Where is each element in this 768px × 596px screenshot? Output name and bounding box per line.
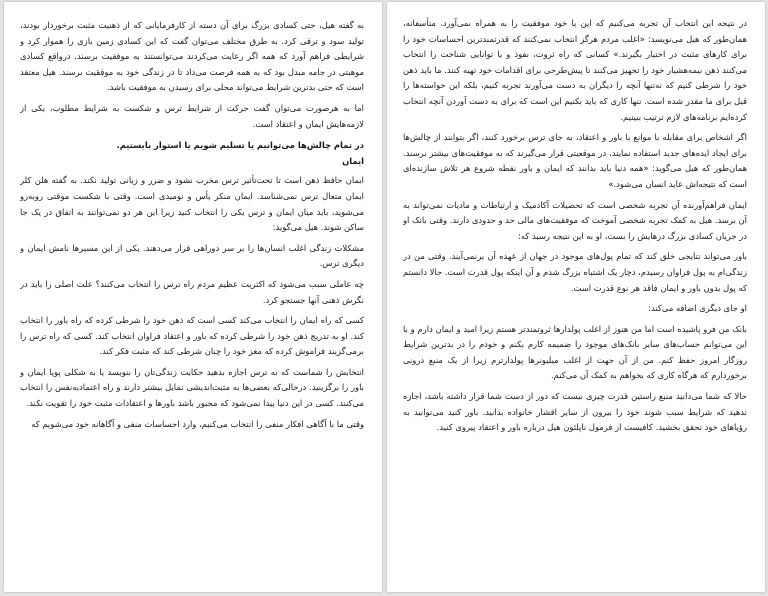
right-page bbox=[387, 2, 765, 592]
paragraph: باور می‌تواند نتایجی خلق کند که تمام پول‌های موجود در جهان از عهده آن برنمی‌آیند. وقتی من در زندگی‌ام به پول فراوان رسیدم، دچار یک اشتباه بزرگ شدم و آن اینکه پول قدرت است. حالا دانستم که پول بدون باور و ایمان فاقد هر نوع قدرت است. bbox=[403, 251, 747, 293]
left-page-text bbox=[20, 18, 364, 586]
paragraph: ایمان فراهم‌آورنده آن تجربه شخصی است که تحصیلات آکادمیک و ارتباطات و مادیات نمی‌تواند به آن برسد. هیل به کمک تجربه شخصی آموخت که موفقیت‌های مالی حد و حدودی دارند. وقتی بانک او در جریان کسادی بزرگ درهایش را بست، او به این نتیجه رسید که: bbox=[403, 199, 747, 241]
paragraph: در نتیجه این انتخاب آن تجربه می‌کنیم که این با خود موفقیت را به همراه نمی‌آورد. متأسفانه، همان‌طور که هیل می‌نویسد: «اغلب مردم هرگز انتخاب نمی‌کنند که قدرتمندترین احساسات خود را برای کارهای مثبت در اختیار بگیرند.» کسانی که راه ثروت، نفوذ و یا توانایی شناخت را انتخاب می‌کنند ذهن نیمه‌هشیار خود را تجهیز می‌کنند تا پیش‌طرحی برای اقدامات خود تهیه کنند. ما باید ذهن خود را شرطی کنیم که نه‌تنها آنچه را دیگران به دست می‌آورند تجربه کنیم، بلکه این خواسته‌ها را قبل برای ما مقدر شده است. تنها کاری که باید بکنیم این است که برای به دست آوردن آنچه انتخاب کرده‌ایم برنامه‌های لازم ترتیب ببینیم. bbox=[403, 18, 747, 122]
paragraph: کسی که راه ایمان را انتخاب می‌کند کسی است که ذهن خود را شرطی کرده که راه باور را انتخاب کند. او به تدریج ذهن خود را شرطی کرده که باور و اعتقاد فراوان انتخاب کند. کسی که راه ترس را برمی‌گزیند فراموش کرده که مغز خود را چنان شرطی کند که مثبت فکر کند. bbox=[20, 315, 364, 357]
paragraph: اما به هرصورت می‌توان گفت حرکت از شرایط ترس و شکست به شرایط مطلوب، یکی از لازمه‌هایش ایمان و اعتقاد است. bbox=[20, 102, 364, 129]
paragraph: ایمان حافظ ذهن است تا تحت‌تأثیر ترس مخرب نشود و ضرر و زیانی تولید نکند. به گفته هلن کلر ایمان متعال ترس نمی‌شناسد. ایمان منکر یأس و نومیدی است. وقتی با شکست موقتی روبه‌رو می‌شوید، باید میان ایمان و ترس یکی را انتخاب کنید زیرا این هر دو نمی‌توانند به اتفاق در یک جا ساکن شوند. هیل می‌گوید: bbox=[20, 175, 364, 233]
paragraph: چه عاملی سبب می‌شود که اکثریت عظیم مردم راه ترس را انتخاب می‌کنند؟ علت اصلی را باید در نگرش ذهنی آنها جستجو کرد. bbox=[20, 278, 364, 305]
paragraph: وقتی ما با آگاهی افکار منفی را انتخاب می‌کنیم، وارد احساسات منفی و آگاهانه خود می‌شویم که bbox=[31, 418, 364, 429]
paragraph: اگر اشخاص برای مقابله با موانع با باور و اعتقاد، به جای ترس برخورد کنند، اگر بتوانند از چالش‌ها برای ایجاد ایده‌های جدید استفاده نمایند، در موقعیتی قرار می‌گیرند که به موفقیت‌های بیشتر برسند. همان‌طور که هیل می‌گوید: «همه دنیا باید بدانند که ایمان و باور نقطه شروع هر تلاش سازنده‌ای است که نتیجه‌اش عاید انسان می‌شود.» bbox=[403, 132, 747, 189]
section-subheading: ایمان bbox=[342, 155, 364, 166]
paragraph: به گفته هیل، حتی کسادی بزرگ برای آن دسته از کارفرمایانی که از ذهنیت مثبت برخوردار بودند، تولید سود و ترقی کرد. به طرق مختلف می‌توان گفت که این کسادی زمین بازی را هموار کرد و شرایطی فراهم آورد که همه اگر رعایت می‌کردند می‌توانستند به موفقیت برسند. درواقع کسادی موهبتی در جامه مبدل بود که به همه فرصت می‌داد تا در زندگی خود به موفقیت برسند. هیل معتقد است که حتی بدترین شرایط می‌تواند محلی برای رسیدن به موفقیت باشد. bbox=[20, 20, 364, 93]
section-heading: در تمام چالش‌ها می‌توانیم یا تسلیم شویم یا استوار بایستیم. bbox=[116, 140, 364, 151]
left-page bbox=[4, 2, 382, 592]
paragraph: بانک من فرو پاشیده است اما من هنوز از اغلب پولدارها ثروتمندتر هستم زیرا امید و ایمان دارم و با این می‌توانم حساب‌های سایر بانک‌های موجود را ضمیمه کارم بکنم و خودم را در بدترین شرایط روزگار امروز حفظ کنم. من از آن جهت از اغلب میلیونرها پولدارترم زیرا از یک منبع درونی برخوردارم که هرگاه کاری که بخواهم به کمک آن می‌کنم. bbox=[403, 323, 747, 381]
paragraph: حالا که شما می‌دانید منبع راستین قدرت چیزی نیست که دور از دست شما قرار داشته باشد، اجازه ندهید که شرایط سبب شوند خود را بیرون از سایر اقشار خانواده بدانید. باور کنید می‌توانید به رؤیاهای خود تحقق بخشید. کافیست از فرمول ناپلئون هیل درباره باور و اعتقاد پیروی کنید. bbox=[403, 391, 747, 433]
paragraph: او جای دیگری اضافه می‌کند: bbox=[648, 303, 747, 314]
paragraph: مشکلات زندگی اغلب انسان‌ها را بر سر دوراهی قرار می‌دهند. یکی از این مسیرها نامش ایمان و دیگری ترس. bbox=[20, 242, 364, 269]
paragraph: انتخابش را شماست که به ترس اجازه بدهید حکایت زندگی‌تان را بنویسد یا به شکلی پویا ایمان و باور را برگزینید. درحالی‌که بعضی‌ها به مثبت‌اندیشی تمایل بیشتر دارند و راه اعتمادبه‌نفس را انتخاب می‌کنند. کسی در این دنیا پیدا نمی‌شود که مجبور باشد باورها و اعتقادات مثبت خود را تقویت نکند. bbox=[20, 366, 364, 409]
right-page-text bbox=[403, 16, 747, 586]
